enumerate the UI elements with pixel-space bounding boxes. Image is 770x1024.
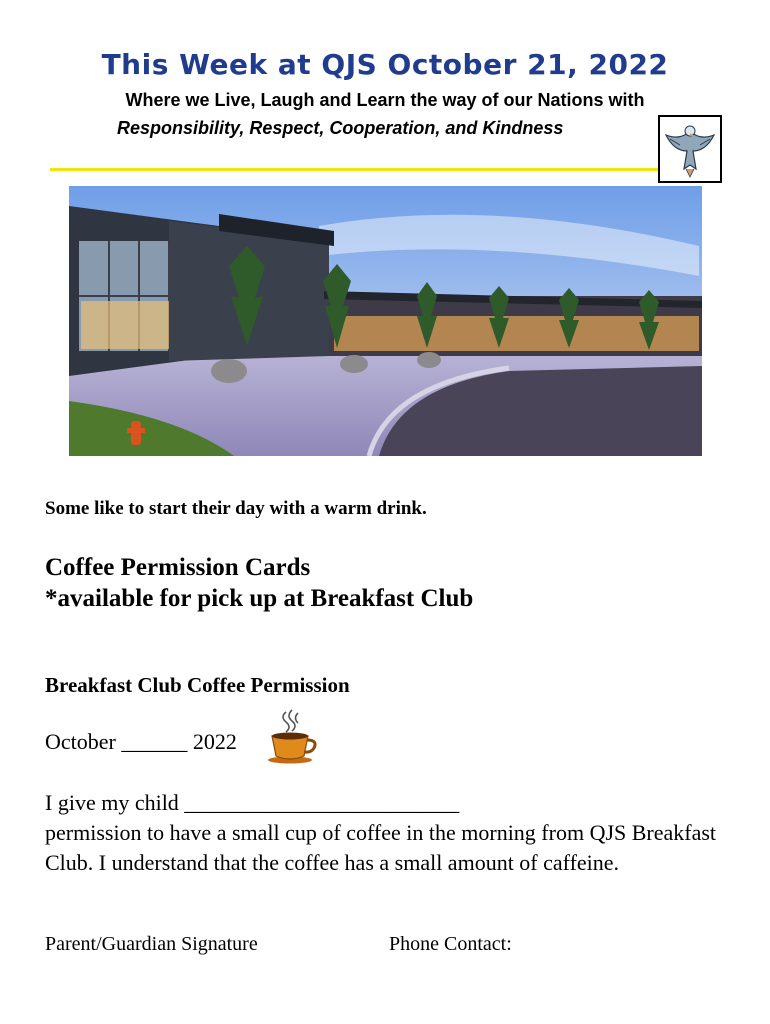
intro-text: Some like to start their day with a warm drink.	[45, 498, 427, 519]
permission-form-title: Breakfast Club Coffee Permission	[45, 673, 350, 697]
permission-text: permission to have a small cup of coffee in the morning from QJS Breakfast Club. I understand that the coffee has a small amount of caffeine.	[45, 820, 717, 875]
phone-contact-label: Phone Contact:	[389, 933, 512, 955]
divider	[50, 168, 658, 171]
coffee-cards-title: Coffee Permission Cards	[45, 554, 311, 581]
page-title: This Week at QJS October 21, 2022	[101, 48, 669, 81]
coffee-cards-availability: *available for pick up at Breakfast Club	[45, 585, 474, 612]
school-building-photo	[69, 186, 702, 456]
child-name-field: I give my child _________________________	[45, 790, 460, 815]
date-field: October ______ 2022	[45, 729, 237, 754]
bird-crest-icon	[658, 115, 722, 183]
coffee-cards-heading	[45, 552, 473, 614]
subtitle: Where we Live, Laugh and Learn the way of our Nations with	[125, 90, 645, 110]
coffee-cup-icon	[266, 708, 322, 764]
values-statement: Responsibility, Respect, Cooperation, and Kindness	[117, 118, 564, 138]
permission-statement	[45, 788, 735, 878]
signature-label: Parent/Guardian Signature	[45, 933, 258, 955]
